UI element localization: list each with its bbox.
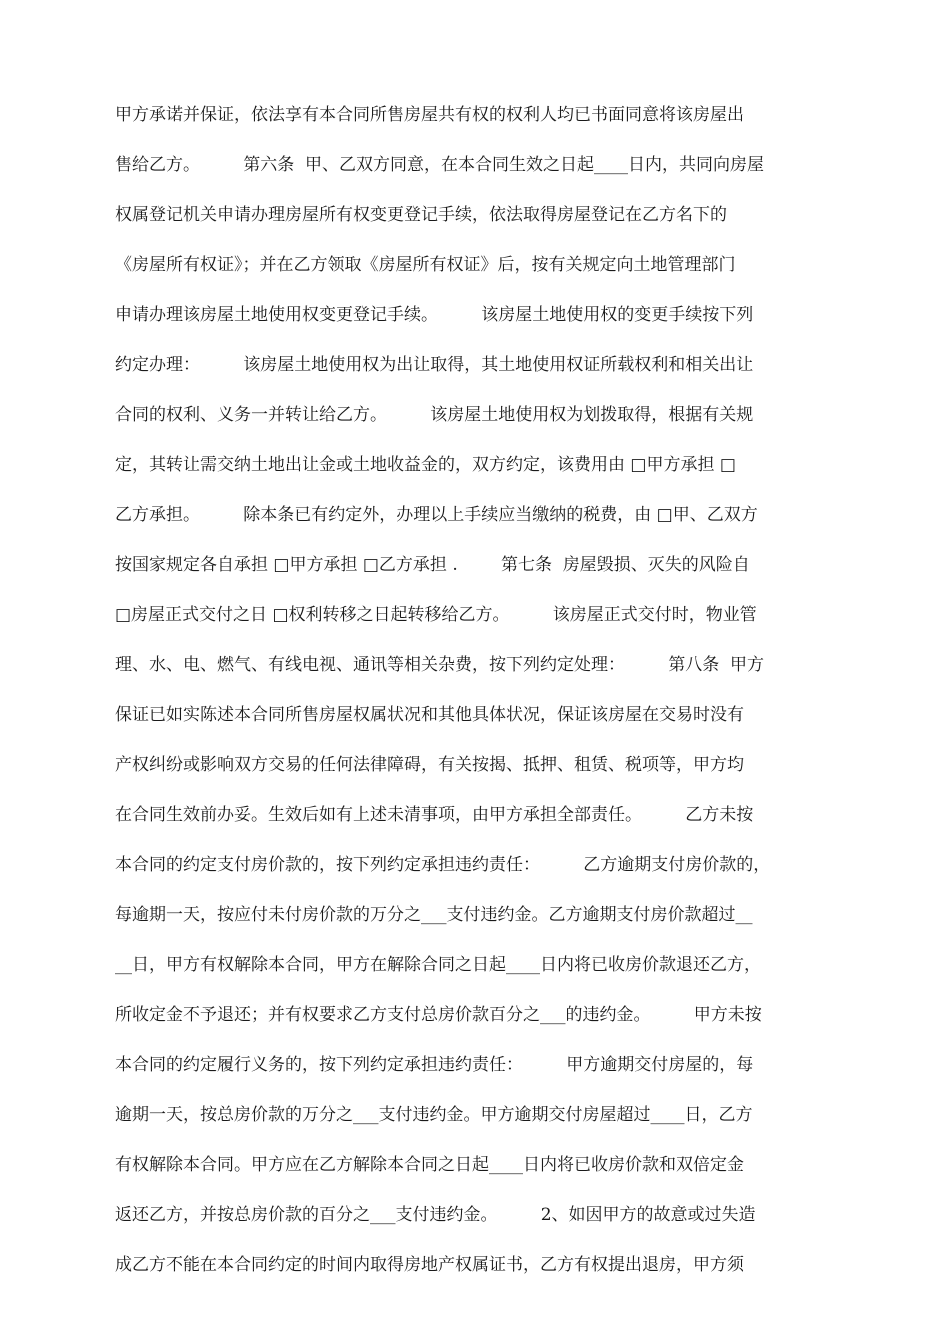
text-line-22: 有权解除本合同。甲方应在乙方解除本合同之日起____日内将已收房价款和双倍定金: [115, 1155, 744, 1175]
text-line-18: __日，甲方有权解除本合同，甲方在解除合同之日起____日内将已收房价款退还乙方，: [115, 955, 761, 975]
text-line-7: 合同的权利、义务一并转让给乙方。 该房屋土地使用权为划拨取得，根据有关规: [115, 405, 754, 425]
text-line-9: 乙方承担。 除本条已有约定外，办理以上手续应当缴纳的税费，由 □甲、乙双方: [115, 505, 758, 525]
text-line-5: 申请办理该房屋土地使用权变更登记手续。 该房屋土地使用权的变更手续按下列: [115, 305, 754, 325]
text-line-13: 保证已如实陈述本合同所售房屋权属状况和其他具体状况，保证该房屋在交易时没有: [115, 705, 744, 725]
text-line-4: 《房屋所有权证》；并在乙方领取《房屋所有权证》后，按有关规定向土地管理部门: [115, 255, 736, 275]
text-line-2: 售给乙方。 第六条 甲、乙双方同意，在本合同生效之日起____日内，共同向房屋: [115, 155, 765, 175]
text-line-21: 逾期一天，按总房价款的万分之___支付违约金。甲方逾期交付房屋超过____日，乙方: [115, 1105, 753, 1125]
text-line-23: 返还乙方，并按总房价款的百分之___支付违约金。 2、如因甲方的故意或过失造: [115, 1205, 756, 1225]
text-line-20: 本合同的约定履行义务的，按下列约定承担违约责任： 甲方逾期交付房屋的，每: [115, 1055, 754, 1075]
contract-text-body: [115, 97, 840, 1297]
text-line-1: 甲方承诺并保证，依法享有本合同所售房屋共有权的权利人均已书面同意将该房屋出: [115, 105, 744, 125]
text-line-16: 本合同的约定支付房价款的，按下列约定承担违约责任： 乙方逾期支付房价款的，: [115, 855, 771, 875]
text-line-14: 产权纠纷或影响双方交易的任何法律障碍，有关按揭、抵押、租赁、税项等，甲方均: [115, 755, 744, 775]
text-line-10: 按国家规定各自承担 □甲方承担 □乙方承担 . 第七条 房屋毁损、灭失的风险自: [115, 555, 750, 575]
text-line-8: 定，其转让需交纳土地出让金或土地收益金的，双方约定，该费用由 □甲方承担 □: [115, 455, 736, 475]
text-line-19: 所收定金不予退还；并有权要求乙方支付总房价款百分之___的违约金。 甲方未按: [115, 1005, 762, 1025]
text-line-15: 在合同生效前办妥。生效后如有上述未清事项，由甲方承担全部责任。 乙方未按: [115, 805, 754, 825]
text-line-12: 理、水、电、燃气、有线电视、通讯等相关杂费，按下列约定处理： 第八条 甲方: [115, 655, 765, 675]
text-line-17: 每逾期一天，按应付未付房价款的万分之___支付违约金。乙方逾期支付房价款超过__: [115, 905, 753, 925]
text-line-3: 权属登记机关申请办理房屋所有权变更登记手续，依法取得房屋登记在乙方名下的: [115, 205, 727, 225]
text-line-24: 成乙方不能在本合同约定的时间内取得房地产权属证书，乙方有权提出退房，甲方须: [115, 1255, 744, 1275]
text-line-6: 约定办理： 该房屋土地使用权为出让取得，其土地使用权证所载权利和相关出让: [115, 355, 754, 375]
text-line-11: □房屋正式交付之日 □权利转移之日起转移给乙方。 该房屋正式交付时，物业管: [115, 605, 757, 625]
